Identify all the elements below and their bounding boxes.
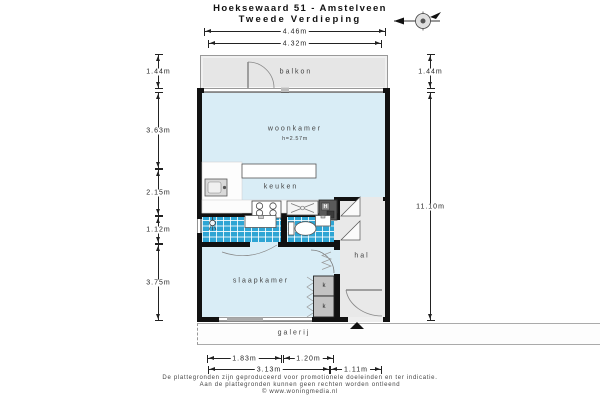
label-heater: H — [323, 203, 328, 210]
footer-line-3: © www.woningmedia.nl — [261, 389, 339, 395]
dim-right-1110-label: 11.10m — [416, 203, 445, 210]
dim-right-1110 — [416, 93, 445, 320]
compass-icon — [394, 12, 441, 31]
appliance-icon — [287, 201, 318, 215]
dim-left-363 — [146, 93, 171, 168]
footer-line-2: Aan de plattegronden kunnen geen rechten worden ontleend — [199, 382, 401, 388]
kitchen-sink-icon — [205, 179, 227, 196]
label-galerij: galerij — [277, 329, 311, 337]
dim-top-432-label: 4.32m — [282, 40, 308, 47]
dim-bottom-111-label: 1.11m — [344, 366, 368, 373]
page-title: Hoeksewaard 51 - Amstelveen — [213, 3, 387, 14]
kitchen-bar-counter — [242, 164, 316, 178]
entrance-door — [346, 290, 382, 316]
label-hal: hal — [354, 252, 370, 260]
label-woonkamer-height: h=2.57m — [282, 136, 308, 142]
label-woonkamer: woonkamer — [267, 125, 323, 133]
balcony-door — [248, 62, 274, 88]
dim-left-375-label: 3.75m — [146, 279, 171, 286]
entrance-arrow-icon — [350, 322, 364, 329]
dim-bottom-183 — [208, 355, 281, 362]
dim-left-375 — [146, 245, 171, 320]
label-keuken: keuken — [263, 183, 299, 191]
dim-left-215-label: 2.15m — [146, 189, 171, 196]
dim-top-446 — [205, 28, 385, 35]
dim-bottom-183-label: 1.83m — [232, 355, 257, 362]
dim-bottom-120 — [284, 355, 333, 362]
dim-left-144-label: 1.44m — [146, 68, 171, 75]
dim-left-144 — [146, 55, 171, 88]
shower-icon — [209, 217, 216, 231]
bedroom-folding-door — [322, 252, 331, 270]
page-subtitle: Tweede Verdieping — [238, 14, 362, 25]
toilet-icon — [289, 222, 317, 236]
label-slaapkamer: slaapkamer — [232, 277, 290, 285]
dim-bottom-313-label: 3.13m — [256, 366, 282, 373]
wc-sink-icon — [316, 216, 331, 227]
label-balkon: balkon — [279, 68, 313, 76]
label-closet-2: k — [322, 303, 326, 310]
dim-bottom-120-label: 1.20m — [296, 355, 321, 362]
dim-right-144 — [418, 55, 443, 88]
dim-bottom-313 — [209, 366, 329, 373]
dim-right-144-label: 1.44m — [418, 68, 443, 75]
dim-left-363-label: 3.63m — [146, 127, 171, 134]
dim-left-112 — [146, 217, 171, 243]
dim-bottom-111 — [331, 366, 381, 373]
dim-left-112-label: 1.12m — [146, 226, 171, 234]
footer-line-1: De plattegronden zijn geproduceerd voor promotionele doeleinden en ter indicatie. — [162, 375, 438, 381]
hal-doors — [341, 197, 360, 240]
dim-top-446-label: 4.46m — [282, 28, 308, 35]
dim-top-432 — [209, 40, 381, 47]
bathroom-sink-icon — [245, 216, 276, 228]
label-closet-1: k — [322, 283, 326, 289]
dim-left-215 — [146, 170, 171, 215]
